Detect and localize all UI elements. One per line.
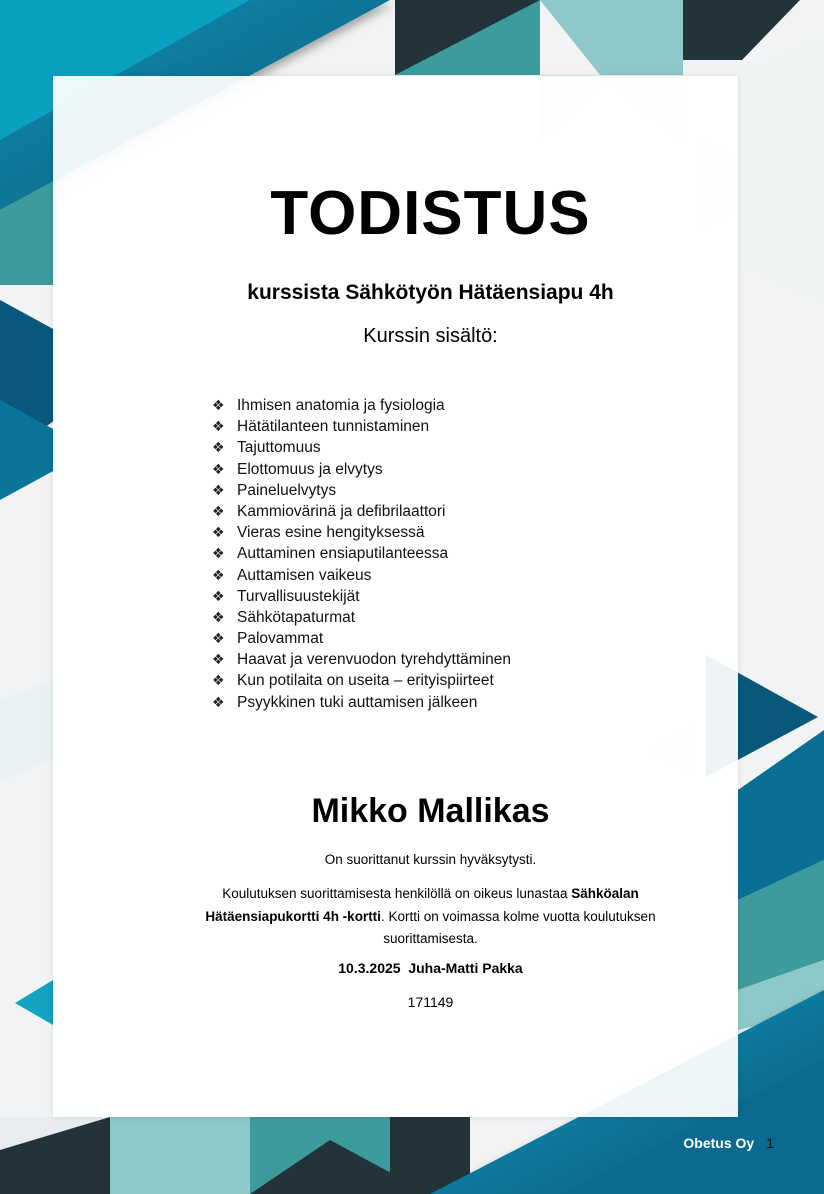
topic-item	[212, 607, 511, 628]
diamond-bullet-icon: ❖	[212, 630, 225, 647]
topic-label: Tajuttomuus	[237, 439, 321, 457]
topic-label: Hätätilanteen tunnistaminen	[237, 418, 430, 436]
topic-label: Ihmisen anatomia ja fysiologia	[237, 397, 445, 414]
footer-company: Obetus Oy	[683, 1135, 755, 1151]
topic-item	[212, 480, 511, 501]
topic-label: Vieras esine hengityksessä	[237, 524, 425, 542]
card-name: Sähköalan Hätäensiapukortti 4h -kortti	[205, 886, 639, 924]
recipient-name: Mikko Mallikas	[311, 792, 550, 830]
course-topic-list	[212, 395, 511, 713]
topic-label: Kammiovärinä ja defibrilaattori	[237, 502, 446, 520]
diamond-bullet-icon: ❖	[212, 651, 225, 668]
topic-label: Auttamisen vaikeus	[237, 566, 372, 584]
topic-label: Turvallisuustekijät	[237, 587, 360, 605]
topic-label: Auttaminen ensiaputilanteessa	[237, 545, 449, 563]
certificate-title: TODISTUS	[270, 179, 591, 248]
topic-item	[212, 501, 511, 522]
topic-item	[212, 670, 511, 691]
topic-item	[212, 416, 511, 437]
topic-label: Paineluelvytys	[237, 481, 337, 499]
topic-item	[212, 437, 511, 458]
topic-label: Kun potilaita on useita – erityispiirteet	[237, 672, 494, 690]
diamond-bullet-icon: ❖	[212, 481, 225, 498]
diamond-bullet-icon: ❖	[212, 418, 225, 435]
topic-item	[212, 586, 511, 607]
rights-text-start: Koulutuksen suorittamisesta henkilöllä on oikeus lunastaa	[222, 886, 572, 901]
course-subtitle: kurssista Sähkötyön Hätäensiapu 4h	[247, 281, 614, 304]
page-footer	[683, 1135, 774, 1151]
topic-label: Haavat ja verenvuodon tyrehdyttäminen	[237, 651, 511, 669]
topic-item	[212, 395, 511, 416]
diamond-bullet-icon: ❖	[212, 439, 225, 456]
card-rights-paragraph	[182, 883, 679, 951]
page-number: 1	[766, 1135, 774, 1151]
topic-item	[212, 649, 511, 670]
diamond-bullet-icon: ❖	[212, 502, 225, 519]
certificate-number: 171149	[407, 994, 454, 1010]
topic-item	[212, 522, 511, 543]
topic-item	[212, 628, 511, 649]
course-content-heading: Kurssin sisältö:	[363, 325, 498, 347]
diamond-bullet-icon: ❖	[212, 693, 225, 710]
diamond-bullet-icon: ❖	[212, 672, 225, 689]
topic-item	[212, 459, 511, 480]
diamond-bullet-icon: ❖	[212, 397, 225, 413]
topic-item	[212, 543, 511, 564]
signer-name: Juha-Matti Pakka	[408, 960, 523, 976]
diamond-bullet-icon: ❖	[212, 545, 225, 562]
topic-label: Sähkötapaturmat	[237, 608, 356, 626]
topic-label: Psyykkinen tuki auttamisen jälkeen	[237, 693, 478, 711]
date-and-signer	[53, 960, 808, 976]
diamond-bullet-icon: ❖	[212, 566, 225, 583]
rights-text-end: . Kortti on voimassa kolme vuotta koulutuksen suorittamisesta.	[380, 908, 656, 946]
issue-date: 10.3.2025	[338, 960, 401, 976]
diamond-bullet-icon: ❖	[212, 524, 225, 541]
topic-item	[212, 692, 511, 713]
diamond-bullet-icon: ❖	[212, 460, 225, 477]
topic-label: Elottomuus ja elvytys	[237, 460, 383, 478]
topic-item	[212, 565, 511, 586]
topic-label: Palovammat	[237, 630, 324, 648]
left-triangle-group	[0, 680, 53, 1025]
diamond-bullet-icon: ❖	[212, 587, 225, 604]
completion-statement: On suorittanut kurssin hyväksytysti.	[324, 852, 537, 867]
diamond-bullet-icon: ❖	[212, 608, 225, 625]
